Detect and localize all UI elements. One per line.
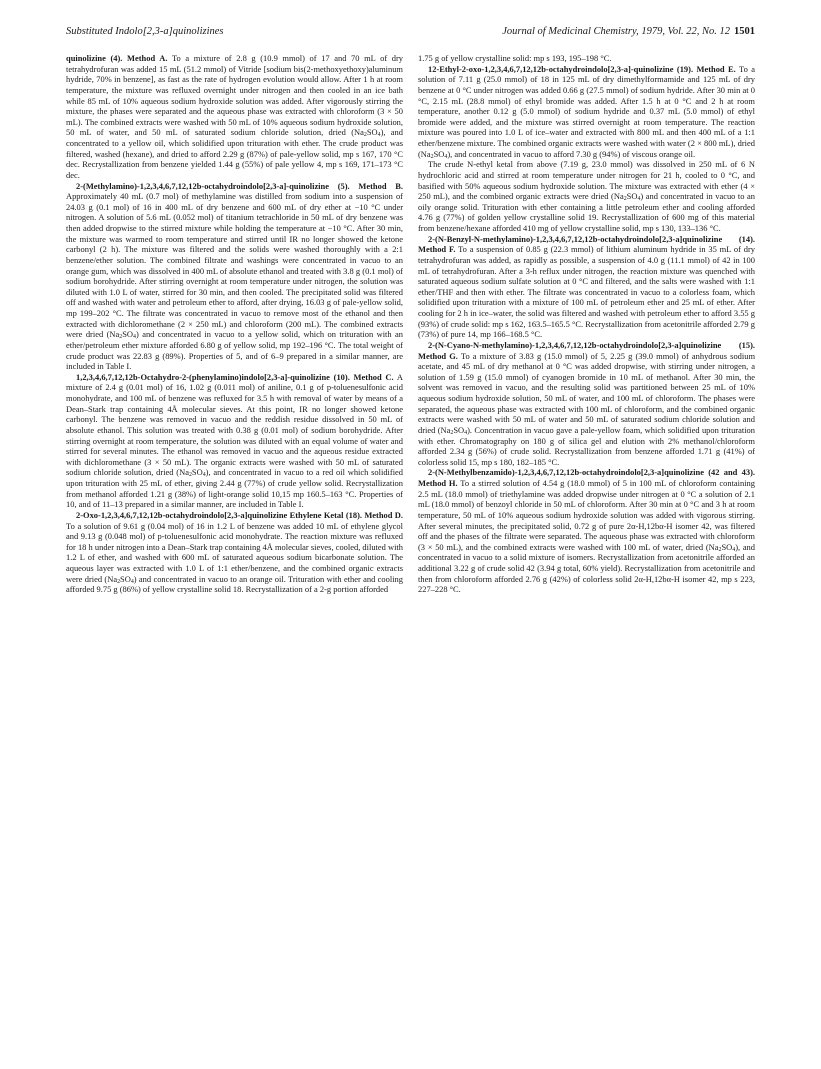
paragraph: [66, 510, 403, 595]
procedure-heading: 2-Oxo-1,2,3,4,6,7,12,12b-octahydroindolo[2,3-a]quinolizine Ethylene Ketal (18). Method D.: [76, 509, 403, 520]
procedure-heading: 2-(Methylamino)-1,2,3,4,6,7,12,12b-octahydroindolo[2,3-a]-quinolizine (5). Method B.: [76, 180, 403, 191]
paragraph-text: To a solution of 9.61 g (0.04 mol) of 16 in 1.2 L of benzene was added 10 mL of ethylene glycol and 9.13 g (0.048 mol) of p-toluenesulfonic acid monohydrate. The reaction mixture was refluxed for 18 h under nitrogen into a Dean–Stark trap containing 4Å molecular sieves, cooled, diluted with 1.2 L of ether, and washed with 600 mL of saturated aqueous sodium bicarbonate solution. The aqueous layer was extracted with 1.0 L of 1:1 ether/benzene, and the combined organic extracts were dried $(Na_2SO_4)$ and concentrated in vacuo to an orange oil. Trituration with ether and cooling afforded 9.75 g (86%) of yellow crystalline solid 18. Recrystallization of a 2-g portion afforded: [66, 520, 403, 595]
procedure-heading: 1,2,3,4,6,7,12,12b-Octahydro-2-(phenylamino)indolo[2,3-a]-quinolizine (10). Method C.: [76, 371, 394, 382]
paragraph-text: To a mixture of 2.8 g (10.9 mmol) of 17 and 70 mL of dry tetrahydrofuran was added 15 mL (51.2 mmol) of Vitride [sodium bis(2-methoxyethoxy)aluminum hydride, 70% in benzene], as fast as the rate of hydrogen evolution would allow. After 1 h at room temperature, the mixture was refluxed overnight under nitrogen and then cooled in an ice bath while 85 mL of 10% aqueous sodium hydroxide solution was added. After vigorously stirring the mixture, the phases were separated and the aqueous phase was extracted with chloroform (3 × 50 mL). The combined extracts were washed with 50 mL of 10% aqueous sodium hydroxide solution, 50 mL of water, and 50 mL of saturated sodium chloride solution, dried $(Na_2SO_4)$, and concentrated to a yellow oil, which solidified upon trituration with ether. The crude product was filtered, washed (hexane), and dried to afford 2.29 g (87%) of pale-yellow solid, mp s 167, 170 °C dec. Recrystallization from benzene yielded 1.44 g (55%) of pale yellow 4, mp s 169, 171–173 °C dec.: [66, 53, 403, 180]
procedure-heading: 2-(N-Cyano-N-methylamino)-1,2,3,4,6,7,12,12b-octahydroindolo[2,3-a]quinolizine (15). Method G.: [418, 339, 755, 361]
paragraph-text: To a solution of 7.11 g (25.0 mmol) of 18 in 125 mL of dry dimethylformamide and 125 mL of dry benzene at 0 °C under nitrogen was added 0.66 g (27.5 mmol) of sodium hydride. After 30 min at 0 °C, 2.15 mL (28.8 mmol) of ethyl bromide was added. After 1.5 h at 0 °C and 2 h at room temperature, another 0.12 g (5.0 mmol) of sodium hydride and 0.37 mL (5.0 mmol) of ethyl bromide were added, and the mixture was stirred overnight at room temperature. The reaction mixture was poured into 1.0 L of ice–water and extracted with 800 mL and then 400 mL of a 1:1 ether/benzene mixture. The combined organic extracts were washed with water (2 × 800 mL), dried $(Na_2SO_4)$, and concentrated in vacuo to afford 7.30 g (94%) of viscous orange oil.: [418, 63, 755, 160]
page-number: 1501: [734, 26, 755, 37]
paragraph-text: To a mixture of 3.83 g (15.0 mmol) of 5, 2.25 g (39.0 mmol) of anhydrous sodium acetate, and 45 mL of dry methanol at 0 °C was added dropwise, with stirring under nitrogen, a solution of 1.59 g (15.0 mmol) of cyanogen bromide in 10 mL of methanol. After 30 min, the solvent was removed in vacuo, and the resulting solid was partitioned between 25 mL of 10% aqueous sodium hydroxide solution, 50 mL of water, and 100 mL of chloroform. The phases were separated, the aqueous phase was extracted with 100 mL of chloroform, and the combined organic extracts were washed with 50 mL of water and 50 mL of saturated sodium chloride solution and dried $(Na_2SO_4)$. Concentration in vacuo gave a pale-yellow foam, which solidified upon trituration with ether. Chromatography on 180 g of silica gel and elution with 2% methanol/chloroform afforded 2.34 g (56%) of crude solid. Recrystallization from benzene afforded 1.71 g (41%) of colorless solid 15, mp s 180, 182–185 °C.: [418, 350, 755, 467]
journal-citation-text: Journal of Medicinal Chemistry, 1979, Vol. 22, No. 12: [502, 26, 730, 37]
procedure-heading: 2-(N-Methylbenzamido)-1,2,3,4,6,7,12,12b-octahydroindolo[2,3-a]quinolizine (42 and 43). Method H.: [418, 467, 755, 488]
paragraph: [418, 234, 755, 340]
procedure-heading: 2-(N-Benzyl-N-methylamino)-1,2,3,4,6,7,12,12b-octahydroindolo[2,3-a]quinolizine (14). Method F.: [418, 233, 755, 255]
journal-citation: [502, 26, 755, 37]
right-column: [418, 53, 755, 1053]
running-title: Substituted Indolo[2,3-a]quinolizines: [66, 26, 224, 37]
paragraph-text: A mixture of 2.4 g (0.01 mol) of 16, 1.02 g (0.011 mol) of aniline, 0.1 g of p-toluenesulfonic acid monohydrate, and 100 mL of benzene was refluxed for 3.5 h with removal of water by means of a Dean–Stark trap containing 4Å molecular sieves. At this point, IR no longer showed ketone carbonyl. The benzene was removed in vacuo and the reddish residue dissolved in 50 mL of absolute ethanol. This solution was treated with 0.38 g (0.01 mol) of sodium borohydride. After stirring overnight at room temperature, the solution was diluted with an equal volume of water and stirred for several minutes. The ethanol was removed in vacuo and the aqueous residue extracted with dichloromethane (3 × 50 mL). The organic extracts were washed with 50 mL of saturated sodium chloride solution, dried $(Na_2SO_4)$, and concentrated in vacuo to a red oil which solidified upon trituration with 25 mL of ether, giving 2.44 g (77%) of crude yellow solid. Recrystallization from methanol afforded 1.21 g (38%) of light-orange solid 10,15 mp 160.5–163 °C. Properties of 10, and of 11–13 prepared in a similar manner, are included in Table I.: [66, 371, 403, 510]
paragraph-text: Approximately 40 mL (0.7 mol) of methylamine was distilled from sodium into a suspension of 24.03 g (0.1 mol) of 16 in 400 mL of dry benzene and 600 mL of dry ether at −10 °C under nitrogen. A solution of 5.6 mL (0.052 mol) of titanium tetrachloride in 50 mL of dry benzene was then added dropwise to the stirred mixture while holding the temperature at −10 °C. After 30 min, the mixture was warmed to room temperature and stirred until IR no longer showed the ketone carbonyl (2 h). The mixture was filtered and the solids were washed thoroughly with a 2:1 benzene/ether solution. The combined filtrate and washings were concentrated in vacuo to an orange gum, which was dissolved in 400 mL of absolute ethanol and treated with 3.8 g (0.1 mol) of sodium borohydride. After stirring overnight at room temperature under nitrogen, the solution was diluted with 1.0 L of water, stirred for 30 min, and then cooled. The precipitated solid was filtered off and washed with water and petroleum ether to afford, after drying, 16.03 g of pale-yellow solid, mp 199–202 °C. The filtrate was concentrated in vacuo to remove most of the ethanol and then extracted with dichloromethane (2 × 250 mL) and chloroform (200 mL). The combined extracts were dried $(Na_2SO_4)$ and concentrated in vacuo to a yellow solid, which on trituration with an ether/petroleum ether mixture afforded 6.80 g of yellow solid, mp 192–196 °C. The total weight of crude product was 22.83 g (89%). Properties of 5, and of 6–9 prepared in a similar manner, are included in Table I.: [66, 191, 403, 372]
paragraph: [418, 64, 755, 160]
paragraph-text: 1.75 g of yellow crystalline solid: mp s 193, 195–198 °C.: [418, 53, 612, 63]
paragraph-text: To a suspension of 0.85 g (22.3 mmol) of lithium aluminum hydride in 35 mL of dry tetrahydrofuran was added, as rapidly as possible, a suspension of 4.0 g (11.1 mmol) of 42 in 100 mL of tetrahydrofuran. After a 3-h reflux under nitrogen, the reaction mixture was quenched with saturated aqueous sodium sulfate solution at 0 °C and filtered, and the salts were washed with 1:1 ether/THF and then with ether. The filtrate was concentrated in vacuo to a colorless foam, which solidified upon trituration with a mixture of 100 mL of petroleum ether and 25 mL of ether. After cooling for 2 h in ice–water, the solid was filtered and washed with petroleum ether to afford 3.55 g (93%) of crude solid: mp s 162, 163.5–165.5 °C. Recrystallization from acetonitrile afforded 2.79 g (73%) of pure 14, mp 166–168.5 °C.: [418, 244, 755, 340]
paragraph: [418, 467, 755, 595]
paragraph: [418, 53, 755, 64]
procedure-heading: quinolizine (4). Method A.: [66, 53, 168, 63]
running-header: [66, 26, 755, 42]
procedure-heading: 12-Ethyl-2-oxo-1,2,3,4,6,7,12,12b-octahydroindolo[2,3-a]-quinolizine (19). Method E.: [428, 63, 736, 74]
paragraph-text: To a stirred solution of 4.54 g (18.0 mmol) of 5 in 100 mL of chloroform containing 2.5 mL (18.0 mmol) of triethylamine was added dropwise under nitrogen at 0 °C a solution of 2.1 mL (18.0 mmol) of benzoyl chloride in 50 mL of chloroform. After 30 min at 0 °C and 3 h at room temperature, 50 mL of 10% aqueous sodium hydroxide solution was added with vigorous stirring. After several minutes, the precipitated solid, 0.72 g of pure 2α-H,12bα-H isomer 42, was filtered off and the phases of the filtrate were separated. The aqueous phase was extracted with chloroform (3 × 50 mL), and the combined extracts were washed with 100 mL of water, dried $(Na_2SO_4)$, and concentrated in vacuo to a solid mixture of isomers. Recrystallization from acetonitrile afforded an additional 3.22 g of crude solid 42 (3.94 g total, 60% yield). Recrystallization from acetonitrile and then from chloroform afforded 2.76 g (42%) of colorless solid 2α-H,12bα-H isomer 42, mp s 223, 227–228 °C.: [418, 478, 755, 595]
paragraph: [66, 181, 403, 372]
paragraph: [66, 372, 403, 510]
paragraph: [66, 53, 403, 181]
paragraph: [418, 340, 755, 468]
left-column: [66, 53, 403, 1053]
paragraph-text: The crude N-ethyl ketal from above (7.19 g, 23.0 mmol) was dissolved in 250 mL of 6 N hydrochloric acid and stirred at room temperature under nitrogen for 21 h, cooled to 0 °C, and basified with 50% aqueous sodium hydroxide solution. The mixture was extracted with ether (4 × 250 mL), and the combined organic extracts were dried $(Na_2SO_4)$ and concentrated in vacuo to an oily orange solid. Trituration with ether containing a little petroleum ether and cooling afforded 4.76 g (77%) of golden yellow crystalline solid 19. Recrystallization of 600 mg of this material from benzene/hexane afforded 410 mg of yellow crystalline solid, mp s 130, 133–136 °C.: [418, 159, 755, 233]
paragraph: [418, 159, 755, 233]
